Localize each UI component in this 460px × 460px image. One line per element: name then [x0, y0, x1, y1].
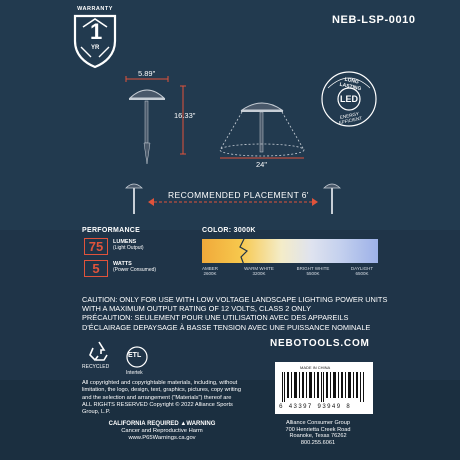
lumens-label — [113, 239, 173, 251]
temp-daylight-kelvin: 6500K — [355, 271, 369, 276]
led-badge-bottom-text: ENERGY EFFICIENT — [338, 111, 363, 126]
warranty-unit: YR — [91, 45, 100, 51]
prop65-title: CALIFORNIA REQUIRED ▲WARNING — [108, 421, 216, 427]
prop65-warning — [82, 421, 242, 442]
placement-label: RECOMMENDED PLACEMENT 6' — [168, 190, 309, 200]
watts-title: WATTS — [113, 261, 132, 267]
color-temperature-gradient — [202, 239, 378, 263]
caution-english: CAUTION: ONLY FOR USE WITH LOW VOLTAGE LANDSCAPE LIGHTING POWER UNITS WITH A MAXIMUM OUTPUT RATING OF 12 VOLTS, CLASS 2 ONLY — [82, 295, 388, 314]
watts-sublabel: (Power Consumed) — [113, 267, 157, 273]
lumens-title: LUMENS — [113, 239, 137, 245]
light-spread-drawing — [212, 92, 312, 162]
temp-daylight — [345, 266, 379, 276]
address-phone: 800.255.6061 — [300, 440, 336, 447]
barcode-icon — [280, 372, 368, 402]
spread-dimension: 24" — [256, 160, 268, 169]
temp-warm-white-kelvin: 3200K — [252, 271, 266, 276]
temp-warm-white-name: WARM WHITE — [244, 266, 274, 271]
temp-bright-white-name: BRIGHT WHITE — [296, 266, 330, 271]
prop65-line2: www.P65Warnings.ca.gov — [128, 435, 196, 441]
width-dimension: 5.89" — [138, 69, 156, 78]
temp-warm-white — [242, 266, 276, 276]
temp-daylight-name: DAYLIGHT — [350, 266, 374, 271]
lumens-value: 75 — [84, 238, 108, 255]
recycle-icon — [86, 340, 112, 364]
company-address — [268, 420, 368, 447]
temp-bright-white-kelvin: 5500K — [306, 271, 320, 276]
recycled-label: RECYCLED — [82, 364, 110, 370]
warranty-label: WARRANTY — [77, 6, 113, 12]
temp-amber — [193, 266, 227, 276]
watts-label — [113, 261, 173, 273]
product-sku: NEB-LSP-0010 — [332, 14, 416, 26]
prop65-line1: Cancer and Reproductive Harm — [121, 428, 203, 434]
light-dimensions-drawing — [118, 74, 200, 184]
made-in-label: MADE IN CHINA — [300, 365, 331, 370]
performance-title: PERFORMANCE — [82, 227, 141, 234]
temp-amber-name: AMBER — [201, 266, 218, 271]
led-badge-center-text: LED — [340, 94, 358, 104]
warranty-years: 1 — [90, 19, 103, 44]
height-dimension: 16.33" — [174, 111, 196, 120]
caution-text — [82, 295, 388, 332]
intertek-label: Intertek — [126, 370, 143, 376]
address-company: Alliance Consumer Group — [285, 420, 351, 426]
caution-french: PRÉCAUTION: SEULEMENT POUR UNE UTILISATION AVEC DES APPAREILS D'ÉCLAIRAGE DEPAYSAGE À BASSE TENSION AVEC UNE PUISSANCE NOMINALE — [82, 313, 371, 332]
address-street: 700 Henrietta Creek Road — [285, 426, 351, 433]
barcode-digits: 6 43397 93949 8 — [279, 403, 352, 410]
etl-mark-text: ETL — [128, 352, 142, 359]
address-city: Roanoke, Texas 76262 — [289, 433, 347, 440]
temp-amber-kelvin: 2600K — [203, 271, 217, 276]
lumens-sublabel: (Light Output) — [113, 245, 144, 251]
watts-value: 5 — [84, 260, 108, 277]
color-marker-icon — [238, 239, 250, 265]
color-temperature-title: COLOR: 3000K — [202, 227, 256, 234]
website-link: NEBOTOOLS.COM — [270, 338, 370, 349]
led-badge-top-text: LONG LASTING — [339, 76, 362, 93]
copyright-notice: All copyrighted and copyrightable materials, including, without limitation, the logo, design, text, graphics, pictures, copy writing and the selection and arrangement ("Materials") thereof are ALL RIGHTS RESERVED Copyright © 2022 Alliance Sports Group, L.P. — [82, 380, 242, 416]
temp-bright-white — [296, 266, 330, 276]
